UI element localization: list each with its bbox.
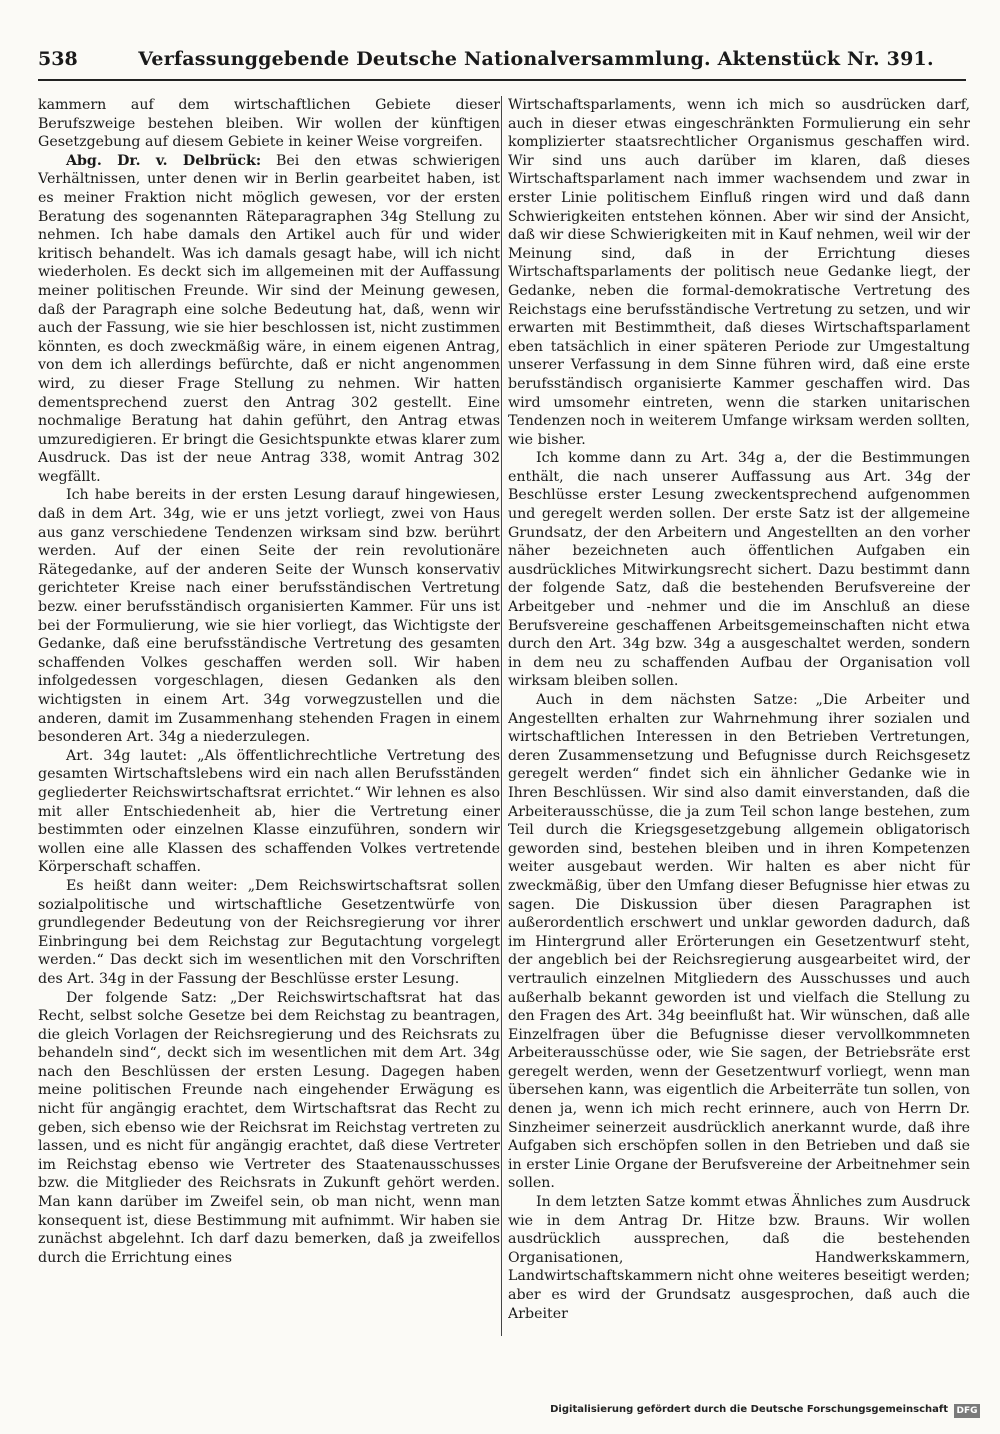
funding-note: Digitalisierung gefördert durch die Deutsche Forschungsgemeinschaft [550, 1404, 948, 1415]
page-number: 538 [38, 48, 78, 70]
paragraph [38, 152, 500, 487]
paragraph: Der folgende Satz: „Der Reichswirtschaftsrat hat das Recht, selbst solche Gesetze bei dem Reichstag zu beantragen, die gleich Vorlagen der Reichsregierung und des Reichsrats zu behandeln sind“, deckt sich im wesentlichen mit dem Art. 34g nach den Beschlüssen der ersten Lesung. Dagegen haben meine politischen Freunde nach eingehender Erwägung es nicht für angängig erachtet, dem Wirtschaftsrat das Recht zu geben, sich ebenso wie der Reichsrat im Reichstag vertreten zu lassen, und es nicht für angängig erachtet, daß diese Vertreter im Reichstag ebenso wie Vertreter des Staatenausschusses bzw. die Mitglieder des Reichsrats in Zukunft gehört werden. Man kann darüber im Zweifel sein, ob man nicht, wenn man konsequent ist, diese Bestimmung mit aufnimmt. Wir haben sie zunächst abgelehnt. Ich darf dazu bemerken, daß ja zweifellos durch die Errichtung eines [38, 989, 500, 1266]
paragraph: In dem letzten Satze kommt etwas Ähnliches zum Ausdruck wie in dem Antrag Dr. Hitze bzw. Brauns. Wir wollen ausdrücklich aussprechen, daß die bestehenden Organisationen, Handwerkskammern, Landwirtschaftskammern nicht ohne weiteres beseitigt werden; aber es wird der Grundsatz ausgesprochen, daß auch die Arbeiter [508, 1194, 970, 1322]
running-title: Verfassunggebende Deutsche Nationalversammlung. Aktenstück Nr. 391. [138, 48, 934, 70]
paragraph-text: Bei den etwas schwierigen Verhältnissen, unter denen wir in Berlin gearbeitet haben, ist es meiner Fraktion nicht möglich gewesen, vor der ersten Beratung des sogenannten Räteparagraphen 34g Stellung zu nehmen. Ich habe damals den Artikel auch für und wider kritisch behandelt. Was ich damals gesagt habe, will ich nicht wiederholen. Es deckt sich im allgemeinen mit der Auffassung meiner politischen Freunde. Wir sind der Meinung gewesen, daß der Paragraph eine solche Bedeutung hat, daß, wenn wir auch der Fassung, wie sie hier beschlossen ist, nicht zustimmen könnten, es doch zweckmäßig wäre, in einem eigenen Antrag, von dem ich allerdings befürchte, daß er nicht angenommen wird, zu dieser Frage Stellung zu nehmen. Wir hatten dementsprechend zuerst den Antrag 302 gestellt. Eine nochmalige Beratung hat dahin geführt, den Antrag etwas umzuredigieren. Er bringt die Gesichtspunkte etwas klarer zum Ausdruck. Das ist der neue Antrag 338, womit Antrag 302 wegfällt. [38, 152, 500, 485]
paragraph: Art. 34g lautet: „Als öffentlichrechtliche Vertretung des gesamten Wirtschaftslebens wird ein nach allen Berufsständen gegliederter Reichswirtschaftsrat errichtet.“ Wir lehnen es also mit aller Entschiedenheit ab, hier die Vertretung einer bestimmten oder einzelnen Klasse einzuführen, sondern wir wollen eine alle Klassen des schaffenden Volkes vertretende Körperschaft schaffen. [38, 747, 500, 876]
speaker-name: Abg. Dr. v. Delbrück: [66, 152, 262, 169]
paragraph: Auch in dem nächsten Satze: „Die Arbeiter und Angestellten erhalten zur Wahrnehmung ihrer sozialen und wirtschaftlichen Interessen in den Betrieben Vertretungen, deren Zusammensetzung und Befugnisse durch Reichsgesetz geregelt werden“ findet sich ein ähnlicher Gedanke wie in Ihren Beschlüssen. Wir sind also damit einverstanden, daß die Arbeiterausschüsse, die ja zum Teil schon lange bestehen, zum Teil durch die Kriegsgesetzgebung allgemein obligatorisch geworden sind, bestehen bleiben und in ihren Kompetenzen weiter ausgebaut werden. Wir halten es aber nicht für zweckmäßig, über den Umfang dieser Befugnisse hier etwas zu sagen. Die Diskussion über diesen Paragraphen ist außerordentlich erschwert und unklar geworden dadurch, daß im Hintergrund aller Erörterungen ein Gesetzentwurf steht, der angeblich bei der Reichsregierung ausgearbeitet wird, der vertraulich einzelnen Mitgliedern des Ausschusses und auch außerhalb bekannt geworden ist und vielfach die Stellung zu den Fragen des Art. 34g beeinflußt hat. Wir wünschen, daß alle Einzelfragen über die Befugnisse dieser vervollkommneten Arbeiterausschüsse oder, wie Sie sagen, der Betriebsräte erst geregelt werden, wenn der Gesetzentwurf vorliegt, wenn man übersehen kann, was eigentlich die Arbeiterräte tun sollen, von denen ja, wenn ich mich recht erinnere, auch von Herrn Dr. Sinzheimer seinerzeit ausdrücklich anerkannt wurde, daß ihre Aufgaben sich erschöpfen sollen in den Betrieben und daß sie in erster Linie Organe der Berufsvereine der Arbeitnehmer sein sollen. [508, 692, 970, 1192]
paragraph: Ich habe bereits in der ersten Lesung darauf hingewiesen, daß in dem Art. 34g, wie er uns jetzt vorliegt, zwei von Haus aus ganz verschiedene Tendenzen wirksam sind bzw. berührt werden. Auf der einen Seite der rein revolutionäre Rätegedanke, auf der anderen Seite der Wunsch konservativ gerichteter Kreise nach einer berufsständischen Vertretung bezw. einer berufsständisch organisierten Kammer. Für uns ist bei der Formulierung, wie sie hier vorliegt, das Wichtigste der Gedanke, daß eine berufsständische Vertretung des gesamten schaffenden Volkes geschaffen werden soll. Wir haben infolgedessen vorgeschlagen, diesen Gedanken als den wichtigsten in einem Art. 34g vorwegzustellen und die anderen, damit im Zusammenhang stehenden Fragen in einem besonderen Art. 34g a niederzulegen. [38, 487, 500, 746]
header-rule [38, 79, 966, 81]
page-header [38, 42, 966, 82]
paragraph: Es heißt dann weiter: „Dem Reichswirtschaftsrat sollen sozialpolitische und wirtschaftliche Gesetzentwürfe von grundlegender Bedeutung von der Reichsregierung vor ihrer Einbringung bei dem Reichstag zur Begutachtung vorgelegt werden.“ Das deckt sich im wesentlichen mit den Vorschriften des Art. 34g in der Fassung der Beschlüsse erster Lesung. [38, 877, 500, 987]
paragraph: kammern auf dem wirtschaftlichen Gebiete dieser Berufszweige bestehen bleiben. Wir wollen der künftigen Gesetzgebung auf diesem Gebiete in keiner Weise vorgreifen. [38, 97, 500, 151]
right-column [508, 96, 970, 1340]
left-column [38, 96, 500, 1340]
page-footer [550, 1404, 980, 1422]
column-divider [501, 96, 502, 1336]
dfg-logo: DFG [954, 1404, 980, 1418]
paragraph: Wirtschaftsparlaments, wenn ich mich so ausdrücken darf, auch in dieser etwas eingeschränkten Formulierung ein sehr komplizierter staatsrechtlicher Organismus geschaffen wird. Wir sind uns auch darüber im klaren, daß dieses Wirtschaftsparlament nach immer wachsendem und zwar in erster Linie politischem Einfluß ringen wird und daß dann Schwierigkeiten entstehen können. Aber wir sind der Ansicht, daß wir diese Schwierigkeiten mit in Kauf nehmen, weil wir der Meinung sind, daß in der Errichtung dieses Wirtschaftsparlaments der politisch neue Gedanke liegt, der Gedanke, neben die formal-demokratische Vertretung des Reichstags eine berufsständische Vertretung zu setzen, und wir erwarten mit Bestimmtheit, daß dieses Wirtschaftsparlament eben tatsächlich in einer späteren Periode zur Umgestaltung unserer Verfassung in dem Sinne führen wird, daß eine erste berufsständisch organisierte Kammer geschaffen wird. Das wird umsomehr eintreten, wenn die starken unitarischen Tendenzen noch in weiterem Umfange wirksam werden sollten, wie bisher. [508, 97, 970, 448]
paragraph: Ich komme dann zu Art. 34g a, der die Bestimmungen enthält, die nach unserer Auffassung aus Art. 34g der Beschlüsse erster Lesung zweckentsprechend aufgenommen und geregelt werden sollen. Der erste Satz ist der allgemeine Grundsatz, der den Arbeitern und Angestellten an den vorher näher bezeichneten auch öffentlichen Aufgaben ein ausdrückliches Mitwirkungsrecht sichert. Dazu bestimmt dann der folgende Satz, daß die bestehenden Berufsvereine der Arbeitgeber und -nehmer und die im Anschluß an diese Berufsvereine geschaffenen Arbeitsgemeinschaften nicht etwa durch den Art. 34g bzw. 34g a ausgeschaltet werden, sondern in dem neu zu schaffenden Aufbau der Organisation voll wirksam bleiben sollen. [508, 450, 970, 690]
